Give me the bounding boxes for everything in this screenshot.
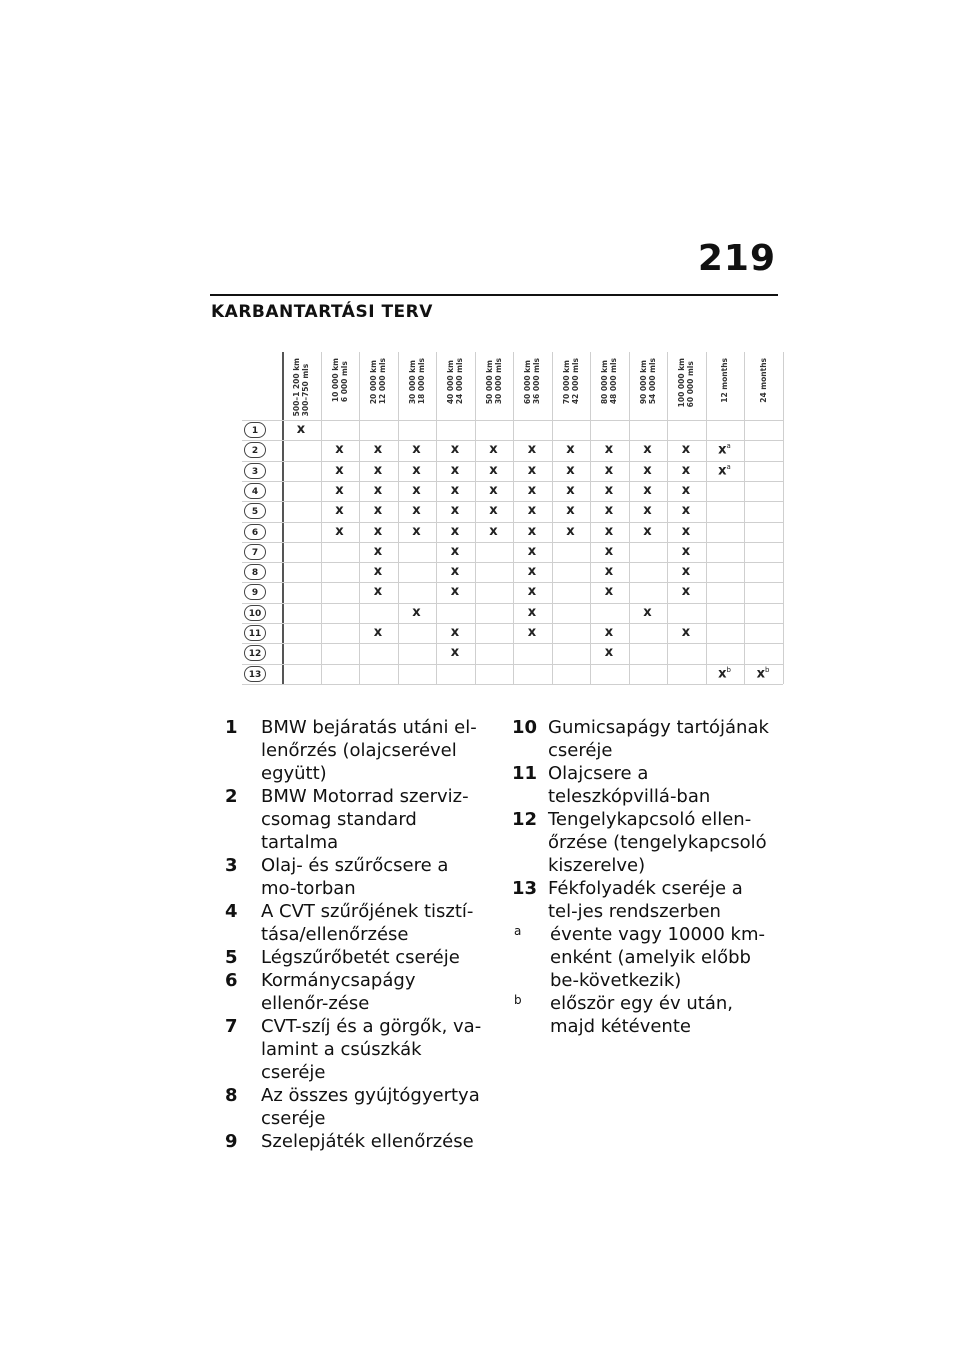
schedule-mark: x [681, 482, 691, 498]
schedule-mark: x [450, 523, 460, 539]
header-rule [210, 294, 778, 296]
schedule-mark: x [604, 523, 614, 539]
legend-item-text: Szelepjáték ellenőrzése [261, 1131, 474, 1152]
schedule-mark: x [489, 442, 498, 458]
schedule-mark: x [527, 503, 537, 519]
row-number-badge: 4 [244, 483, 266, 499]
legend-item-text: Tengelykapcsoló ellen-őrzése (tengelykapcsoló kiszerelve) [548, 809, 767, 876]
legend-item-number: 6 [225, 970, 238, 991]
legend-item-number: 9 [225, 1131, 238, 1152]
row-number-badge: 6 [244, 524, 266, 540]
schedule-mark: x [527, 625, 537, 640]
row-number-badge: 10 [244, 605, 266, 621]
table-hline [242, 440, 783, 441]
table-hline [242, 461, 783, 462]
row-number-badge: 11 [244, 625, 266, 641]
schedule-mark: x [604, 564, 614, 580]
column-header [590, 352, 628, 420]
table-hline [242, 582, 783, 583]
column-header [436, 352, 474, 420]
legend-item-text: Fékfolyadék cseréje a tel-jes rendszerben [548, 878, 743, 922]
table-vline [783, 352, 784, 684]
schedule-mark: x [566, 523, 575, 539]
column-header [321, 352, 359, 420]
legend-item [512, 992, 772, 1038]
legend-item [512, 877, 772, 923]
schedule-mark: x [412, 604, 421, 620]
schedule-mark: x [643, 503, 652, 519]
schedule-mark: x [643, 604, 652, 620]
legend-item-number: b [514, 993, 522, 1007]
schedule-mark: x [373, 482, 383, 498]
schedule-mark: x [489, 523, 498, 539]
column-header [398, 352, 436, 420]
schedule-mark: x [527, 604, 537, 620]
legend-item-text: először egy év után, majd kétévente [550, 993, 733, 1037]
schedule-mark: x [335, 442, 344, 458]
table-hline [242, 684, 783, 685]
schedule-mark: x [566, 442, 575, 458]
schedule-mark: x [335, 462, 344, 478]
column-header-label: 80 000 km 48 000 mls [600, 358, 618, 405]
legend-item [512, 716, 772, 762]
column-header-label: 50 000 km 30 000 mls [484, 358, 503, 405]
schedule-mark: x [296, 422, 306, 437]
legend-item-number: 1 [225, 717, 238, 738]
schedule-mark: x [450, 482, 460, 498]
legend-item [225, 716, 485, 785]
legend-item [225, 1084, 485, 1130]
table-hline [242, 481, 783, 482]
column-header-label: 40 000 km 24 000 mls [446, 358, 464, 405]
row-number-badge: 8 [244, 564, 266, 580]
legend-item-text: CVT-szíj és a görgők, va-lamint a csúszkák cseréje [261, 1016, 482, 1083]
column-header [629, 352, 667, 420]
legend-item-number: 4 [225, 901, 238, 922]
legend-item-number: 3 [225, 855, 238, 876]
column-header [667, 352, 705, 420]
schedule-mark: x [412, 503, 421, 519]
legend-item-text: Gumicsapágy tartójának cseréje [548, 717, 769, 761]
legend-item-text: Légszűrőbetét cseréje [261, 947, 460, 968]
row-number-badge: 2 [244, 442, 266, 458]
schedule-mark: x [412, 482, 421, 498]
schedule-mark: x [450, 584, 460, 600]
legend-left-column [225, 716, 485, 1153]
table-hline [242, 542, 783, 543]
table-hline [242, 603, 783, 604]
schedule-mark: x [450, 543, 460, 559]
schedule-mark: x [643, 482, 652, 498]
schedule-mark: x [335, 523, 344, 539]
column-header-label: 90 000 km 54 000 mls [638, 358, 657, 405]
table-hline [242, 420, 783, 421]
schedule-mark: x [527, 482, 537, 498]
legend-item-text: BMW bejáratás utáni el-lenőrzés (olajcserével együtt) [261, 717, 477, 784]
schedule-mark: x [643, 442, 652, 458]
schedule-mark: x [335, 503, 344, 519]
schedule-mark: x [489, 503, 498, 519]
schedule-mark: x [373, 543, 383, 559]
schedule-mark: x [527, 462, 537, 478]
legend-item [225, 946, 485, 969]
legend-item [225, 1130, 485, 1153]
legend-item-number: 5 [225, 947, 238, 968]
schedule-mark: x [604, 625, 614, 640]
schedule-mark: x [335, 482, 344, 498]
column-header-label: 24 months [758, 358, 768, 403]
schedule-mark: x [681, 503, 691, 519]
page-number: 219 [697, 238, 776, 279]
legend-item-number: a [514, 924, 522, 938]
section-title: KARBANTARTÁSI TERV [211, 302, 433, 322]
schedule-mark: x [566, 503, 575, 519]
legend-item-text: Kormánycsapágy ellenőr-zése [261, 970, 416, 1014]
schedule-mark: x [373, 523, 383, 539]
row-number-badge: 3 [244, 463, 266, 479]
schedule-mark: x [643, 523, 652, 539]
schedule-mark: x [681, 625, 691, 640]
table-hline [242, 643, 783, 644]
schedule-mark: x [373, 503, 383, 519]
column-header-label: 10 000 km 6 000 mls [330, 358, 349, 403]
schedule-mark: x [681, 462, 691, 478]
row-number-badge: 5 [244, 503, 266, 519]
legend-item [512, 808, 772, 877]
legend-item-number: 2 [225, 786, 238, 807]
schedule-mark: x [450, 564, 460, 580]
schedule-mark: x [489, 482, 498, 498]
schedule-mark: x [604, 442, 614, 458]
table-hline [242, 664, 783, 665]
row-number-badge: 12 [244, 645, 266, 661]
legend-item-number: 12 [512, 809, 538, 830]
schedule-mark: x [412, 523, 421, 539]
schedule-mark: x [681, 584, 691, 600]
row-number-badge: 7 [244, 544, 266, 560]
legend-item-number: 11 [512, 763, 538, 784]
column-header [475, 352, 513, 420]
schedule-mark: x [681, 442, 691, 458]
schedule-mark: x [681, 564, 691, 580]
column-header [552, 352, 590, 420]
schedule-mark: x [373, 462, 383, 478]
column-header-label: 60 000 km 36 000 mls [523, 358, 541, 405]
schedule-mark: x [527, 523, 537, 539]
schedule-mark: x [489, 462, 498, 478]
column-header-label: 12 months [720, 358, 729, 403]
schedule-mark: x [450, 462, 460, 478]
legend-item [225, 785, 485, 854]
schedule-mark: x [450, 442, 460, 458]
schedule-mark: x [527, 584, 537, 600]
legend-item [512, 762, 772, 808]
column-header-label: 500–1 200 km 300–750 mls [292, 358, 310, 417]
legend-item [225, 969, 485, 1015]
schedule-mark: x [604, 462, 614, 478]
schedule-mark: x [681, 543, 691, 559]
legend-item-text: Olajcsere a teleszkópvillá-ban [548, 763, 711, 807]
table-hline [242, 522, 783, 523]
schedule-mark: x [527, 564, 537, 580]
row-number-badge: 9 [244, 584, 266, 600]
schedule-mark: x [373, 442, 383, 458]
legend-item-number: 13 [512, 878, 538, 899]
table-hline [242, 623, 783, 624]
schedule-mark: x [643, 462, 652, 478]
legend-item [225, 900, 485, 946]
column-header [744, 352, 782, 420]
schedule-mark: $x^b$ [756, 665, 770, 681]
column-header-label: 20 000 km 12 000 mls [369, 358, 387, 405]
schedule-mark: x [373, 584, 383, 600]
schedule-mark: $x^a$ [718, 442, 731, 458]
table-hline [242, 562, 783, 563]
legend-item-number: 10 [512, 717, 538, 738]
schedule-mark: x [450, 503, 460, 519]
schedule-mark: x [566, 462, 575, 478]
column-header-label: 70 000 km 42 000 mls [561, 358, 580, 405]
column-header-label: 100 000 km 60 000 mls [677, 358, 695, 408]
schedule-mark: x [604, 584, 614, 600]
legend-item-text: évente vagy 10000 km-enként (amelyik előbb be-következik) [550, 924, 765, 991]
legend-item [512, 923, 772, 992]
legend-item-text: A CVT szűrőjének tisztí-tása/ellenőrzése [261, 901, 474, 945]
column-header-label: 30 000 km 18 000 mls [407, 358, 426, 405]
schedule-mark: x [373, 625, 383, 640]
column-header [513, 352, 551, 420]
schedule-mark: x [527, 543, 537, 559]
schedule-mark: x [604, 482, 614, 498]
column-header [359, 352, 397, 420]
maintenance-schedule-table [242, 352, 770, 686]
schedule-mark: x [527, 442, 537, 458]
schedule-mark: $x^a$ [718, 462, 731, 478]
schedule-mark: x [412, 462, 421, 478]
legend-item [225, 854, 485, 900]
legend-right-column [512, 716, 772, 1038]
schedule-mark: x [604, 645, 614, 661]
column-header [282, 352, 320, 420]
legend-item-number: 8 [225, 1085, 238, 1106]
schedule-mark: $x^b$ [718, 665, 731, 681]
legend-item-text: Az összes gyújtógyertya cseréje [261, 1085, 480, 1129]
schedule-mark: x [566, 482, 575, 498]
column-header [706, 352, 744, 420]
legend-item-number: 7 [225, 1016, 238, 1037]
row-number-badge: 13 [244, 666, 266, 682]
schedule-mark: x [450, 625, 460, 640]
schedule-mark: x [373, 564, 383, 580]
schedule-mark: x [412, 442, 421, 458]
schedule-mark: x [604, 503, 614, 519]
schedule-mark: x [450, 645, 460, 661]
table-hline [242, 501, 783, 502]
schedule-mark: x [681, 523, 691, 539]
legend-item-text: BMW Motorrad szerviz-csomag standard tartalma [261, 786, 469, 853]
row-number-badge: 1 [244, 422, 266, 438]
legend-item [225, 1015, 485, 1084]
schedule-mark: x [604, 543, 614, 559]
legend-item-text: Olaj- és szűrőcsere a mo-torban [261, 855, 449, 899]
